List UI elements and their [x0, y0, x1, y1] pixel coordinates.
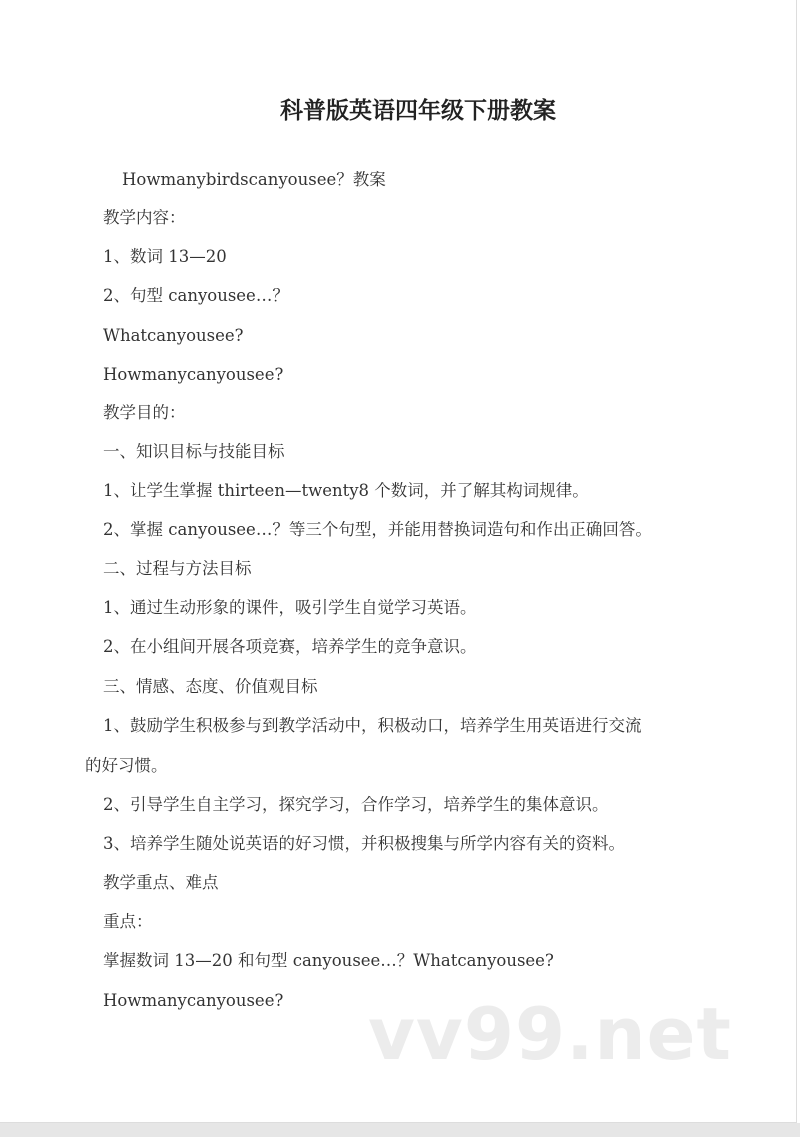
paragraph: 掌握数词 13—20 和句型 canyousee…？Whatcanyousee? [103, 951, 554, 970]
paragraph: 2、在小组间开展各项竞赛，培养学生的竞争意识。 [103, 637, 477, 656]
paragraph: 教学重点、难点 [103, 873, 219, 892]
paragraph: 1、数词 13—20 [103, 247, 227, 266]
paragraph: 二、过程与方法目标 [103, 559, 252, 578]
paragraph: 重点： [103, 912, 153, 931]
paragraph: 教学内容： [103, 208, 186, 227]
paragraph: Whatcanyousee? [103, 326, 244, 345]
paragraph: Howmanycanyousee? [103, 365, 284, 384]
paragraph: 2、引导学生自主学习，探究学习，合作学习，培养学生的集体意识。 [103, 795, 609, 814]
paragraph: 1、让学生掌握 thirteen—twenty8 个数词，并了解其构词规律。 [103, 481, 589, 500]
paragraph: 的好习惯。 [85, 756, 168, 775]
paragraph: 教学目的： [103, 403, 186, 422]
lesson-title: Howmanybirdscanyousee？教案 [122, 170, 386, 189]
paragraph: 2、掌握 canyousee…？等三个句型，并能用替换词造句和作出正确回答。 [103, 520, 652, 539]
document-title: 科普版英语四年级下册教案 [280, 98, 556, 124]
paragraph: Howmanycanyousee? [103, 991, 284, 1010]
paragraph: 2、句型 canyousee…？ [103, 286, 289, 305]
watermark: vv99.net [368, 992, 732, 1076]
paragraph: 1、通过生动形象的课件，吸引学生自觉学习英语。 [103, 598, 477, 617]
paragraph: 3、培养学生随处说英语的好习惯，并积极搜集与所学内容有关的资料。 [103, 834, 625, 853]
paragraph: 一、知识目标与技能目标 [103, 442, 285, 461]
paragraph: 1、鼓励学生积极参与到教学活动中，积极动口，培养学生用英语进行交流 [103, 716, 642, 735]
page-gap [0, 1123, 800, 1137]
paragraph: 三、情感、态度、价值观目标 [103, 677, 318, 696]
